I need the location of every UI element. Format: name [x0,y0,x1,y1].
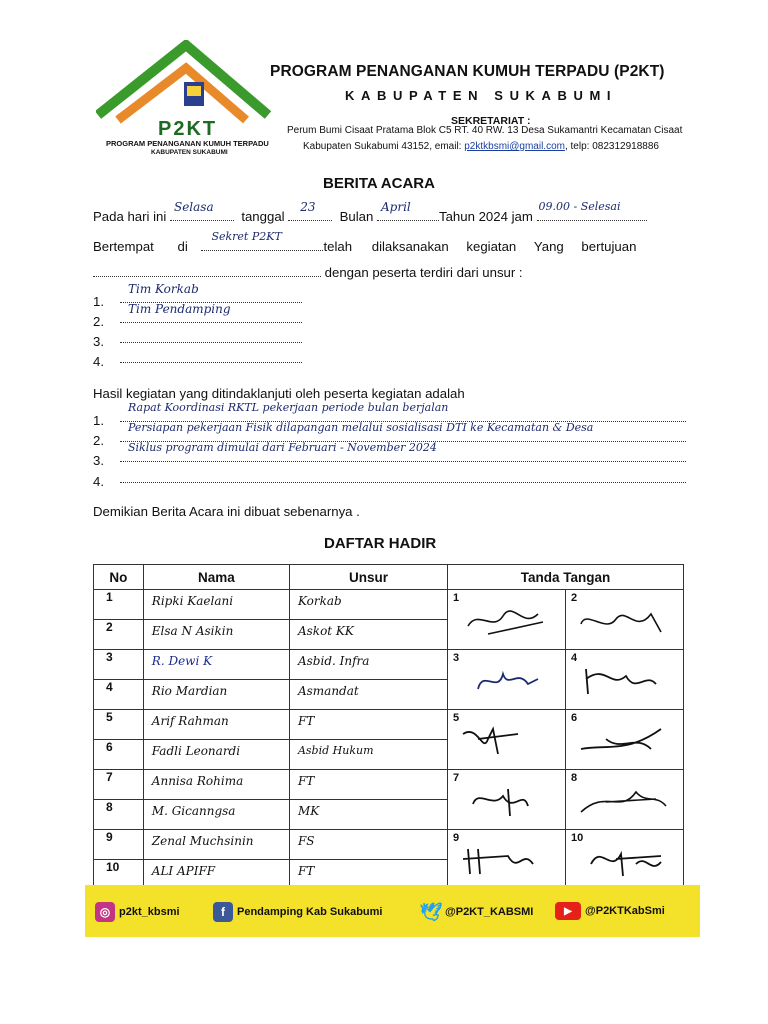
signature-mark [448,604,565,638]
row-no: 5 [94,710,144,740]
bulan-label: Bulan [339,209,374,224]
youtube-icon: ▶ [555,902,581,920]
hasil-num-2: 2. [93,433,104,448]
signature-mark [566,604,683,638]
row-no: 3 [94,650,144,680]
address-line-2 [303,141,659,152]
row-no: 8 [94,800,144,830]
table-row [94,710,684,740]
table-row [94,770,684,800]
youtube-handle: @P2KTKabSmi [585,905,665,917]
jam-value: 09.00 - Selesai [538,200,621,213]
kabupaten-title: KABUPATEN SUKABUMI [345,88,618,103]
signature-number: 3 [452,652,460,664]
signature-cell [565,590,683,650]
hari-value: Selasa [173,200,214,214]
signature-cell [447,770,565,830]
p2kt-logo [96,40,274,156]
row-unsur: FT [289,770,447,800]
hasil-num-4: 4. [93,474,104,489]
facebook-handle: Pendamping Kab Sukabumi [237,906,383,918]
row-nama: Fadli Leonardi [143,740,289,770]
twitter-link[interactable] [421,902,533,922]
signature-number: 8 [570,772,578,784]
tahun-label: Tahun 2024 jam [438,209,533,224]
instagram-handle: p2kt_kbsmi [119,906,180,918]
signature-cell [447,830,565,890]
signature-number: 4 [570,652,578,664]
signature-cell [565,710,683,770]
social-footer [85,885,700,937]
hasil-field-1 [120,401,686,422]
hasil-value-2: Persiapan pekerjaan Fisik dilapangan melalui sosialisasi DTI ke Kecamatan & Desa [128,421,594,434]
bulan-field [377,200,439,221]
row-unsur: FS [289,830,447,860]
signature-mark [566,724,683,758]
row-unsur: Asmandat [289,680,447,710]
table-row [94,590,684,620]
signature-cell [565,650,683,710]
row-no: 10 [94,860,144,890]
signature-number: 5 [452,712,460,724]
dilaksanakan-label: dilaksanakan [371,239,449,254]
hasil-field-3 [120,441,686,462]
unsur-value-2: Tim Pendamping [128,302,231,316]
signature-cell [447,710,565,770]
header-nama: Nama [143,565,289,590]
address-prefix: Kabupaten Sukabumi 43152, email: [303,141,465,152]
row-no: 9 [94,830,144,860]
hari-line [93,200,647,224]
bulan-value: April [380,200,411,214]
row-unsur: FT [289,860,447,890]
table-row [94,650,684,680]
bertempat-label: Bertempat [93,239,154,254]
email-link[interactable]: p2ktkbsmi@gmail.com [464,141,565,152]
attendance-table [93,564,684,890]
facebook-link[interactable] [213,902,382,922]
signature-mark [566,664,683,698]
hasil-value-1: Rapat Koordinasi RKTL pekerjaan periode bulan berjalan [128,401,449,414]
hari-label: Pada hari ini [93,209,167,224]
kegiatan-label: kegiatan [466,239,517,254]
hasil-num-3: 3. [93,453,104,468]
unsur-value-1: Tim Korkab [128,282,199,296]
row-no: 4 [94,680,144,710]
unsur-num-4: 4. [93,354,104,369]
row-unsur: Asbid Hukum [289,740,447,770]
unsur-field-2 [120,302,302,323]
signature-number: 7 [452,772,460,784]
unsur-num-1: 1. [93,294,104,309]
facebook-icon: f [213,902,233,922]
row-unsur: FT [289,710,447,740]
signature-number: 2 [570,592,578,604]
hasil-num-1: 1. [93,413,104,428]
row-no: 2 [94,620,144,650]
signature-cell [447,590,565,650]
header-no: No [94,565,144,590]
row-nama: R. Dewi K [143,650,289,680]
address-suffix: , telp: 082312918886 [564,141,659,152]
instagram-icon: ◎ [95,902,115,922]
tempat-field [201,230,323,251]
signature-cell [565,830,683,890]
daftar-hadir-title: DAFTAR HADIR [324,535,437,552]
row-nama: Zenal Muchsinin [143,830,289,860]
row-nama: ALI APIFF [143,860,289,890]
logo-subtitle-1: PROGRAM PENANGANAN KUMUH TERPADU [106,139,269,148]
program-title: PROGRAM PENANGANAN KUMUH TERPADU (P2KT) [270,63,665,80]
row-unsur: Askot KK [289,620,447,650]
tanggal-label: tanggal [241,209,285,224]
table-row [94,830,684,860]
unsur-field-4 [120,348,302,363]
row-nama: Annisa Rohima [143,770,289,800]
signature-mark [448,664,565,698]
instagram-link[interactable] [95,902,180,922]
unsur-field-1 [120,282,302,303]
bertempat-line [93,230,685,254]
row-no: 7 [94,770,144,800]
tempat-value: Sekret P2KT [211,230,282,243]
hasil-label: Hasil kegiatan yang ditindaklanjuti oleh peserta kegiatan adalah [93,386,465,401]
signature-cell [447,650,565,710]
signature-cell [565,770,683,830]
jam-field [537,200,647,221]
row-nama: Arif Rahman [143,710,289,740]
bertujuan-label: bertujuan [581,239,637,254]
unsur-field-3 [120,328,302,343]
hasil-value-3: Siklus program dimulai dari Februari - November 2024 [128,441,437,454]
signature-number: 1 [452,592,460,604]
peserta-label: dengan peserta terdiri dari unsur : [324,265,523,280]
address-line-1: Perum Bumi Cisaat Pratama Blok C5 RT. 40 RW. 13 Desa Sukamantri Kecamatan Cisaat [287,125,683,136]
unsur-num-3: 3. [93,334,104,349]
row-no: 1 [94,590,144,620]
twitter-icon: 🕊 [419,901,443,922]
header-tanda-tangan: Tanda Tangan [447,565,683,590]
hasil-field-4 [120,468,686,483]
signature-mark [448,844,565,878]
row-unsur: Korkab [289,590,447,620]
peserta-line [93,262,523,280]
di-label: di [177,239,188,254]
signature-number: 6 [570,712,578,724]
yang-label: Yang [533,239,564,254]
signature-mark [566,784,683,818]
signature-number: 10 [570,832,584,844]
row-nama: Elsa N Asikin [143,620,289,650]
telah-label: telah [323,239,353,254]
hasil-field-2 [120,421,686,442]
table-header-row [94,565,684,590]
row-unsur: MK [289,800,447,830]
sekretariat-label: SEKRETARIAT : [451,115,531,127]
unsur-num-2: 2. [93,314,104,329]
row-nama: Rio Mardian [143,680,289,710]
hari-field [170,200,234,221]
signature-number: 9 [452,832,460,844]
signature-mark [448,784,565,818]
logo-subtitle-2: KABUPATEN SUKABUMI [151,149,228,156]
row-unsur: Asbid. Infra [289,650,447,680]
youtube-link[interactable] [555,902,665,920]
tanggal-value: 23 [300,200,316,214]
signature-mark [448,724,565,758]
penutup-text: Demikian Berita Acara ini dibuat sebenarnya . [93,504,360,519]
row-nama: M. Gicanngsa [143,800,289,830]
berita-acara-title: BERITA ACARA [323,175,435,192]
twitter-handle: @P2KT_KABSMI [445,906,534,918]
header-unsur: Unsur [289,565,447,590]
tujuan-field [93,262,321,277]
tanggal-field [288,200,332,221]
row-nama: Ripki Kaelani [143,590,289,620]
signature-mark [566,844,683,878]
logo-text: P2KT [158,118,218,140]
row-no: 6 [94,740,144,770]
